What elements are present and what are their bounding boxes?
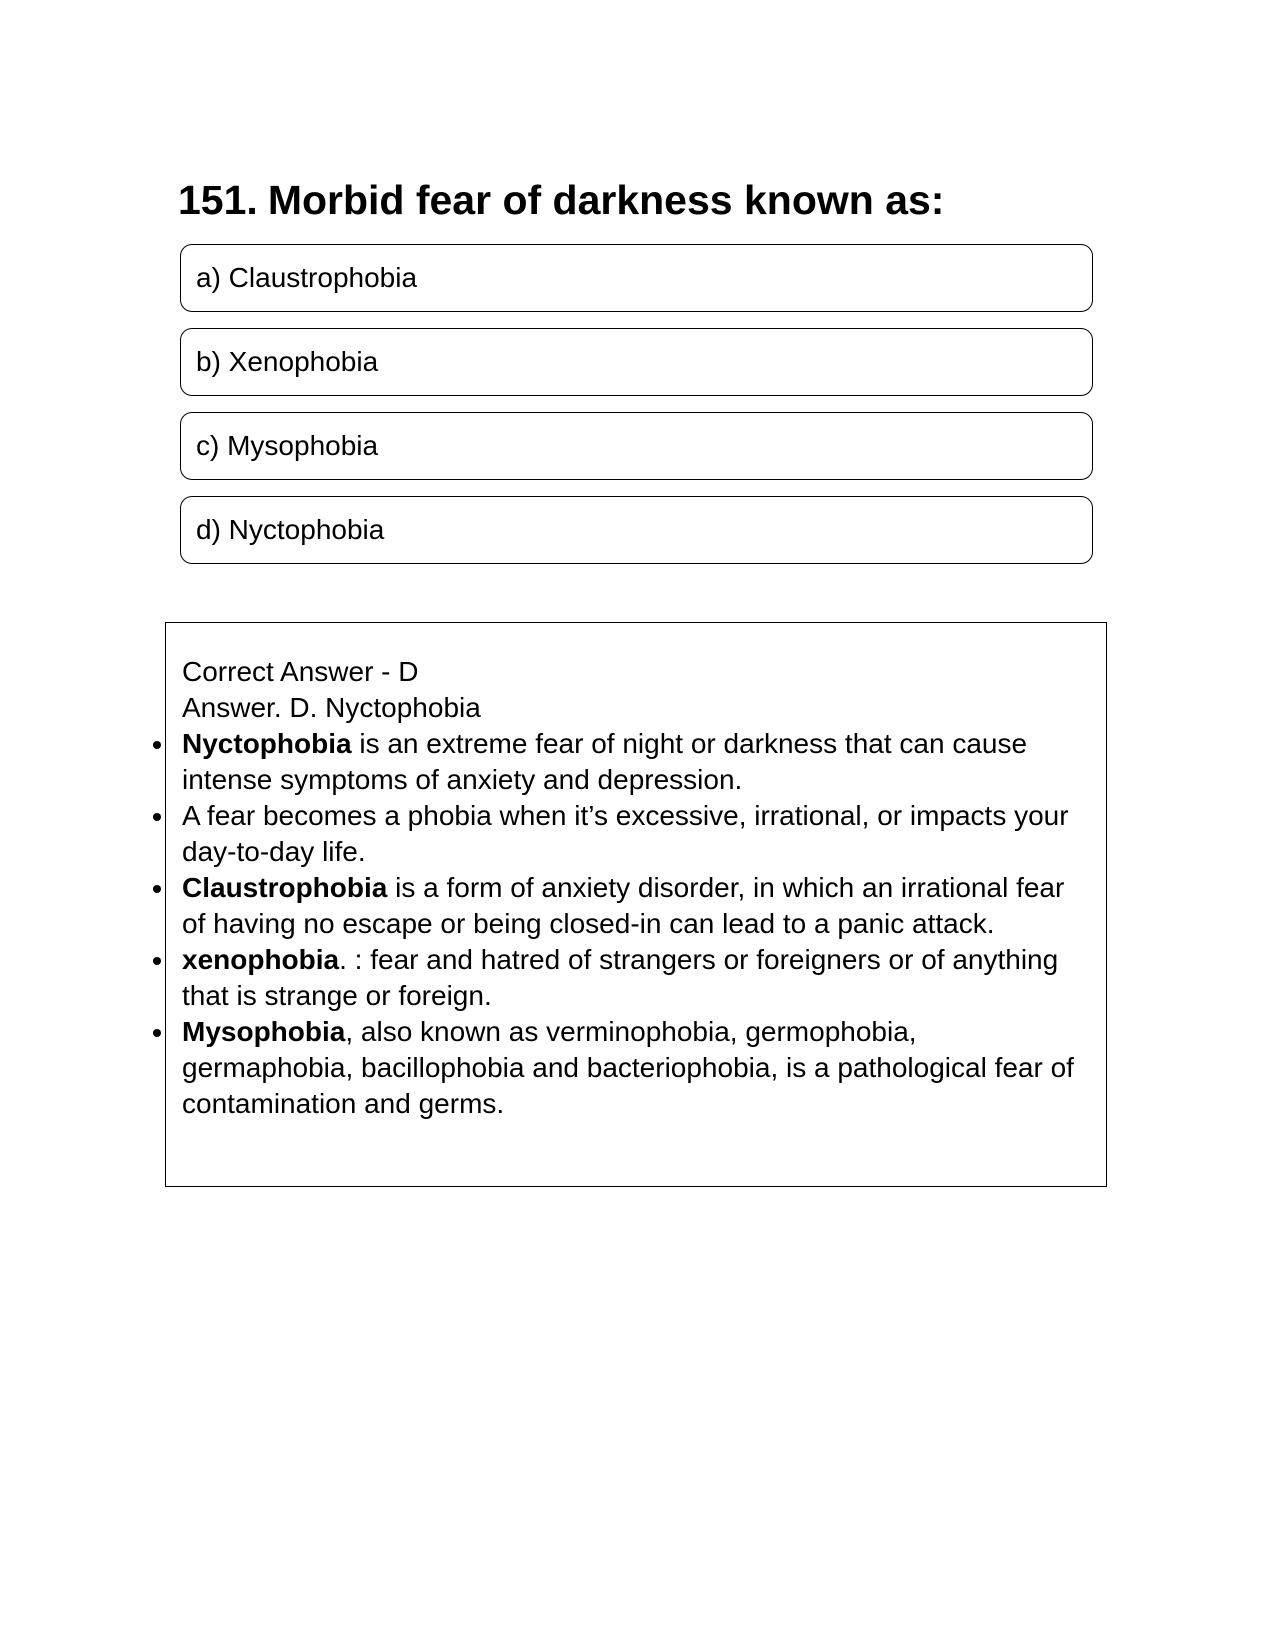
explanation-item <box>182 942 1086 1014</box>
correct-answer-line: Correct Answer - D <box>182 656 419 687</box>
answer-explanation-box <box>165 622 1107 1187</box>
term-bold: Claustrophobia <box>182 872 388 903</box>
explanation-item <box>182 1014 1086 1122</box>
option-a[interactable]: a) Claustrophobia <box>180 244 1093 312</box>
explanation-text: , also known as verminophobia, germophobia, germaphobia, bacillophobia and bacteriophobia, is a pathological fear of contamination and germs. <box>182 1016 1074 1119</box>
explanation-text: is an extreme fear of night or darkness that can cause intense symptoms of anxiety and depression. <box>182 728 1028 795</box>
term-bold: xenophobia <box>182 944 340 975</box>
options-list <box>180 244 1093 580</box>
explanation-item <box>182 798 1086 870</box>
term-bold: Nyctophobia <box>182 728 352 759</box>
answer-line: Answer. D. Nyctophobia <box>182 692 481 723</box>
question-number: 151. <box>178 177 258 223</box>
option-b[interactable]: b) Xenophobia <box>180 328 1093 396</box>
explanation-list <box>182 726 1086 1122</box>
option-c[interactable]: c) Mysophobia <box>180 412 1093 480</box>
explanation-text: . : fear and hatred of strangers or foreigners or of anything that is strange or foreign. <box>182 944 1059 1011</box>
option-d[interactable]: d) Nyctophobia <box>180 496 1093 564</box>
term-bold: Mysophobia <box>182 1016 346 1047</box>
explanation-item <box>182 726 1086 798</box>
question-title <box>178 176 944 224</box>
explanation-text: A fear becomes a phobia when it’s excessive, irrational, or impacts your day-to-day life. <box>182 800 1069 867</box>
question-text: Morbid fear of darkness known as: <box>267 177 945 223</box>
explanation-item <box>182 870 1086 942</box>
explanation-text: is a form of anxiety disorder, in which an irrational fear of having no escape or being closed-in can lead to a panic attack. <box>182 872 1065 939</box>
